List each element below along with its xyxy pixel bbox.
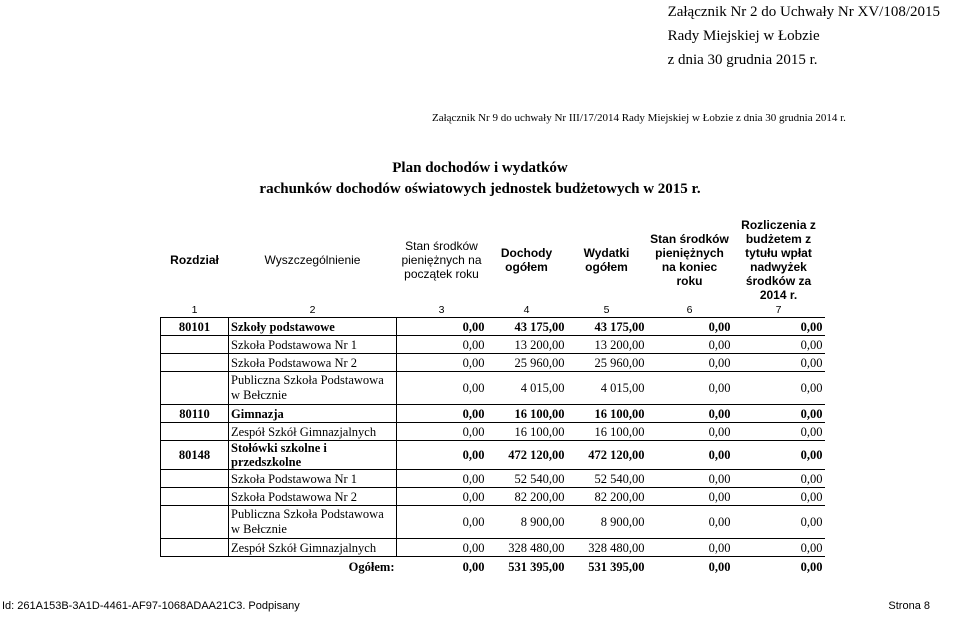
rozdzial-cell — [161, 488, 229, 506]
value-cell: 0,00 — [647, 372, 733, 405]
name-cell: Szkoła Podstawowa Nr 2 — [229, 488, 397, 506]
value-cell: 0,00 — [397, 354, 487, 372]
col-header-wyszczegolnienie: Wyszczególnienie — [264, 253, 361, 267]
value-cell: 472 120,00 — [567, 441, 647, 470]
title-line-2: rachunków dochodów oświatowych jednostek budżetowych w 2015 r. — [259, 181, 701, 197]
value-cell: 0,00 — [397, 470, 487, 488]
value-cell: 43 175,00 — [567, 318, 647, 336]
value-cell: 0,00 — [397, 336, 487, 354]
value-cell: 0,00 — [733, 336, 825, 354]
col-header-dochody: Dochody ogółem — [500, 246, 553, 274]
col-header-rozdzial: Rozdział — [170, 253, 219, 267]
value-cell: 328 480,00 — [567, 539, 647, 557]
name-cell: Szkoła Podstawowa Nr 1 — [229, 470, 397, 488]
col-number: 5 — [603, 303, 610, 316]
value-cell: 0,00 — [647, 470, 733, 488]
name-cell: Szkoła Podstawowa Nr 1 — [229, 336, 397, 354]
title-line-1: Plan dochodów i wydatków — [392, 160, 568, 176]
value-cell: 0,00 — [733, 423, 825, 441]
table-row — [161, 405, 825, 423]
col-header-stan-poczatek: Stan środków pieniężnych na początek roku — [401, 239, 482, 281]
col-header-stan-koniec: Stan środków pieniężnych na koniec roku — [650, 232, 729, 288]
header-line-1: Załącznik Nr 2 do Uchwały Nr XV/108/2015 — [667, 4, 940, 20]
table-row — [161, 318, 825, 336]
value-cell: 0,00 — [733, 318, 825, 336]
value-cell: 8 900,00 — [567, 506, 647, 539]
value-cell: 0,00 — [733, 488, 825, 506]
header-line-2: Rady Miejskiej w Łobzie — [667, 28, 820, 44]
value-cell: 4 015,00 — [487, 372, 567, 405]
value-cell: 16 100,00 — [487, 405, 567, 423]
col-number: 4 — [523, 303, 530, 316]
header-row — [161, 218, 825, 302]
header-line-3: z dnia 30 grudnia 2015 r. — [667, 52, 818, 68]
value-cell: 82 200,00 — [567, 488, 647, 506]
col-number: 6 — [686, 303, 693, 316]
reference-note: Załącznik Nr 9 do uchwały Nr III/17/2014 Rady Miejskiej w Łobzie z dnia 30 grudnia 2014 r. — [432, 112, 846, 124]
total-value: 531 395,00 — [508, 560, 565, 574]
table-row — [161, 539, 825, 557]
name-cell: Zespół Szkół Gimnazjalnych — [229, 423, 397, 441]
value-cell: 0,00 — [733, 372, 825, 405]
table-row — [161, 336, 825, 354]
value-cell: 0,00 — [647, 441, 733, 470]
value-cell: 0,00 — [647, 405, 733, 423]
value-cell: 52 540,00 — [567, 470, 647, 488]
total-label: Ogółem: — [348, 560, 395, 574]
col-header-rozliczenia: Rozliczenia z budżetem z tytułu wpłat nadwyżek środków za 2014 r. — [741, 218, 816, 302]
value-cell: 0,00 — [647, 488, 733, 506]
col-number: 2 — [309, 303, 316, 316]
value-cell: 0,00 — [397, 318, 487, 336]
header-block — [668, 0, 940, 72]
name-cell: Szkoły podstawowe — [229, 318, 397, 336]
value-cell: 0,00 — [397, 405, 487, 423]
table-row — [161, 354, 825, 372]
total-value: 0,00 — [708, 560, 731, 574]
value-cell: 472 120,00 — [487, 441, 567, 470]
name-cell: Publiczna Szkoła Podstawowa w Bełcznie — [229, 506, 397, 539]
total-spacer — [161, 557, 229, 578]
table-row — [161, 441, 825, 470]
value-cell: 0,00 — [733, 506, 825, 539]
rozdzial-cell — [161, 336, 229, 354]
rozdzial-cell — [161, 470, 229, 488]
value-cell: 0,00 — [733, 354, 825, 372]
rozdzial-cell: 80101 — [161, 318, 229, 336]
col-header-wydatki: Wydatki ogółem — [583, 246, 630, 274]
value-cell: 0,00 — [397, 372, 487, 405]
value-cell: 0,00 — [397, 539, 487, 557]
name-cell: Publiczna Szkoła Podstawowa w Bełcznie — [229, 372, 397, 405]
total-row — [161, 557, 825, 578]
budget-table — [160, 218, 825, 577]
value-cell: 0,00 — [733, 539, 825, 557]
value-cell: 0,00 — [647, 318, 733, 336]
value-cell: 0,00 — [647, 336, 733, 354]
value-cell: 0,00 — [733, 405, 825, 423]
name-cell: Stołówki szkolne i przedszkolne — [229, 441, 397, 470]
value-cell: 16 100,00 — [487, 423, 567, 441]
value-cell: 52 540,00 — [487, 470, 567, 488]
col-number: 1 — [191, 303, 198, 316]
value-cell: 0,00 — [397, 441, 487, 470]
value-cell: 0,00 — [647, 354, 733, 372]
value-cell: 25 960,00 — [487, 354, 567, 372]
value-cell: 0,00 — [647, 423, 733, 441]
value-cell: 43 175,00 — [487, 318, 567, 336]
value-cell: 16 100,00 — [567, 405, 647, 423]
value-cell: 13 200,00 — [567, 336, 647, 354]
name-cell: Zespół Szkół Gimnazjalnych — [229, 539, 397, 557]
footer-page-number: Strona 8 — [888, 600, 930, 612]
rozdzial-cell — [161, 372, 229, 405]
value-cell: 0,00 — [733, 470, 825, 488]
rozdzial-cell — [161, 506, 229, 539]
total-value: 0,00 — [462, 560, 485, 574]
rozdzial-cell: 80110 — [161, 405, 229, 423]
value-cell: 328 480,00 — [487, 539, 567, 557]
value-cell: 0,00 — [397, 423, 487, 441]
value-cell: 25 960,00 — [567, 354, 647, 372]
value-cell: 0,00 — [733, 441, 825, 470]
name-cell: Gimnazja — [229, 405, 397, 423]
col-number: 3 — [438, 303, 445, 316]
value-cell: 82 200,00 — [487, 488, 567, 506]
table-row — [161, 470, 825, 488]
value-cell: 0,00 — [397, 488, 487, 506]
value-cell: 0,00 — [647, 506, 733, 539]
value-cell: 0,00 — [647, 539, 733, 557]
rozdzial-cell — [161, 423, 229, 441]
table-row — [161, 506, 825, 539]
value-cell: 13 200,00 — [487, 336, 567, 354]
table-row — [161, 372, 825, 405]
col-number: 7 — [775, 303, 782, 316]
rozdzial-cell — [161, 539, 229, 557]
value-cell: 8 900,00 — [487, 506, 567, 539]
rozdzial-cell: 80148 — [161, 441, 229, 470]
table-row — [161, 423, 825, 441]
total-value: 0,00 — [800, 560, 823, 574]
value-cell: 0,00 — [397, 506, 487, 539]
table-row — [161, 488, 825, 506]
name-cell: Szkoła Podstawowa Nr 2 — [229, 354, 397, 372]
rozdzial-cell — [161, 354, 229, 372]
value-cell: 16 100,00 — [567, 423, 647, 441]
footer-document-id: Id: 261A153B-3A1D-4461-AF97-1068ADAA21C3. Podpisany — [2, 600, 300, 612]
value-cell: 4 015,00 — [567, 372, 647, 405]
column-number-row — [161, 302, 825, 318]
document-title — [0, 158, 960, 200]
total-value: 531 395,00 — [588, 560, 645, 574]
